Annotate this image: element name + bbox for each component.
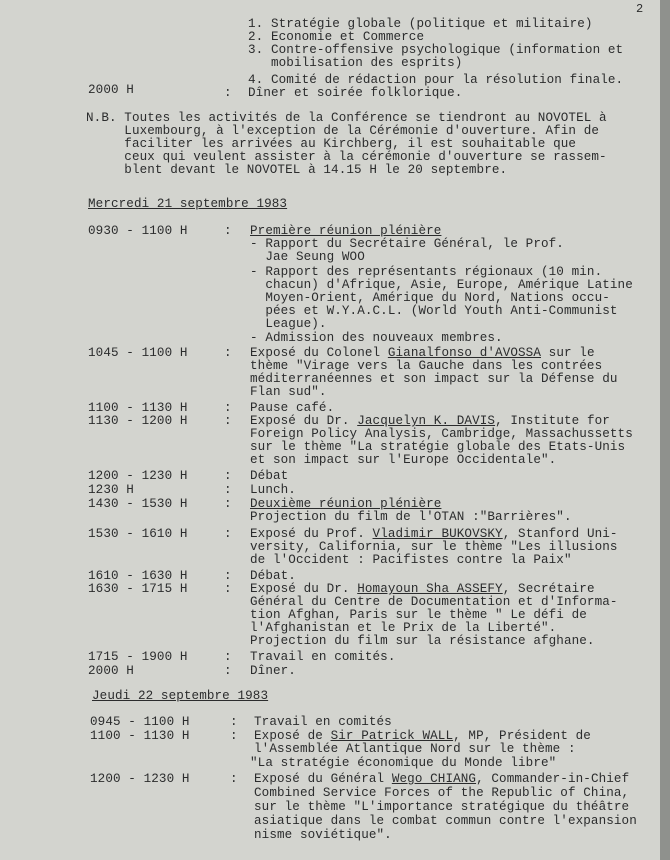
entry-text: sur le thème "L'importance stratégique du théâtre bbox=[254, 800, 630, 814]
entry-text: Flan sud". bbox=[250, 385, 327, 399]
entry-text: Jae Seung WOO bbox=[250, 250, 365, 264]
time-label: 1100 - 1130 H bbox=[88, 401, 188, 415]
separator: : bbox=[224, 582, 232, 596]
entry-text: - Rapport du Secrétaire Général, le Prof. bbox=[250, 237, 564, 251]
time-label: 1200 - 1230 H bbox=[88, 469, 188, 483]
time-label: 1200 - 1230 H bbox=[90, 772, 190, 786]
separator: : bbox=[224, 497, 232, 511]
separator: : bbox=[224, 527, 232, 541]
separator: : bbox=[224, 664, 232, 678]
time-label: 2000 H bbox=[88, 83, 134, 97]
separator: : bbox=[224, 401, 232, 415]
entry-text: Exposé du Dr. Jacquelyn K. DAVIS, Institute for bbox=[250, 414, 610, 428]
entry-text: asiatique dans le combat commun contre l'expansion bbox=[254, 814, 637, 828]
entry-text: Projection du film sur la résistance afghane. bbox=[250, 634, 595, 648]
entry-text: de l'Occident : Pacifistes contre la Paix" bbox=[250, 553, 572, 567]
time-label: 1610 - 1630 H bbox=[88, 569, 188, 583]
nb-line: Luxembourg, à l'exception de la Cérémonie d'ouverture. Afin de bbox=[86, 124, 600, 138]
separator: : bbox=[224, 414, 232, 428]
entry-text: Lunch. bbox=[250, 483, 296, 497]
entry-text: Exposé de Sir Patrick WALL, MP, Président de bbox=[254, 729, 591, 743]
time-label: 1715 - 1900 H bbox=[88, 650, 188, 664]
day-heading: Mercredi 21 septembre 1983 bbox=[88, 197, 288, 211]
list-item: 1. Stratégie globale (politique et militaire) bbox=[248, 17, 593, 31]
separator: : bbox=[230, 715, 238, 729]
session-title: Première réunion plénière bbox=[250, 224, 442, 238]
entry-text: nisme soviétique". bbox=[254, 828, 392, 842]
entry-text: Débat. bbox=[250, 569, 296, 583]
speaker-name: Gianalfonso d'AVOSSA bbox=[387, 346, 541, 360]
entry-text: méditerranéennes et son impact sur la Défense du bbox=[250, 372, 618, 386]
list-item: 3. Contre-offensive psychologique (information et bbox=[248, 43, 624, 57]
entry-text: Exposé du Prof. Vladimir BUKOVSKY, Stanford Uni- bbox=[250, 527, 618, 541]
session-title: Deuxième réunion plénière bbox=[250, 497, 442, 511]
entry-text: et son impact sur l'Europe Occidentale". bbox=[250, 453, 557, 467]
time-label: 2000 H bbox=[88, 664, 134, 678]
day-heading: Jeudi 22 septembre 1983 bbox=[92, 689, 269, 703]
entry-text: sur le thème "La stratégie globale des Etats-Unis bbox=[250, 440, 626, 454]
entry-text: Général du Centre de Documentation et d'Informa- bbox=[250, 595, 618, 609]
list-item: mobilisation des esprits) bbox=[248, 56, 463, 70]
list-item: 2. Economie et Commerce bbox=[248, 30, 425, 44]
entry-text: Foreign Policy Analysis, Cambridge, Massachussetts bbox=[250, 427, 633, 441]
nb-line: faciliter les arrivées au Kirchberg, il est souhaitable que bbox=[86, 137, 577, 151]
separator: : bbox=[230, 772, 238, 786]
speaker-name: Wego CHIANG bbox=[391, 772, 477, 786]
separator: : bbox=[224, 483, 232, 497]
page-number: 2 bbox=[636, 2, 644, 16]
time-label: 1100 - 1130 H bbox=[90, 729, 190, 743]
list-item: 4. Comité de rédaction pour la résolution finale. bbox=[248, 73, 624, 87]
entry-text: l'Assemblée Atlantique Nord sur le thème : bbox=[254, 742, 576, 756]
speaker-name: Homayoun Sha ASSEFY bbox=[357, 582, 503, 596]
separator: : bbox=[224, 224, 232, 238]
time-label: 1230 H bbox=[88, 483, 134, 497]
entry-text: - Admission des nouveaux membres. bbox=[250, 331, 503, 345]
entry-text: Débat bbox=[250, 469, 289, 483]
entry-text: versity, California, sur le thème "Les illusions bbox=[250, 540, 618, 554]
speaker-name: Jacquelyn K. DAVIS bbox=[357, 414, 496, 428]
entry-text: Exposé du Dr. Homayoun Sha ASSEFY, Secrétaire bbox=[250, 582, 595, 596]
separator: : bbox=[230, 729, 238, 743]
entry-text: l'Afghanistan et le Prix de la Liberté". bbox=[250, 621, 557, 635]
entry-text: Exposé du Général Wego CHIANG, Commander-in-Chief bbox=[254, 772, 630, 786]
entry-text: thème "Virage vers la Gauche dans les contrées bbox=[250, 359, 603, 373]
entry-text: Pause café. bbox=[250, 401, 335, 415]
nb-line: ceux qui veulent assister à la cérémonie d'ouverture se rassem- bbox=[86, 150, 607, 164]
entry-text: Exposé du Colonel Gianalfonso d'AVOSSA sur le bbox=[250, 346, 595, 360]
entry-text: Dîner et soirée folklorique. bbox=[248, 86, 463, 100]
entry-text: Travail en comités. bbox=[250, 650, 396, 664]
separator: : bbox=[224, 569, 232, 583]
time-label: 1130 - 1200 H bbox=[88, 414, 188, 428]
separator: : bbox=[224, 346, 232, 360]
separator: : bbox=[224, 86, 232, 100]
entry-text: "La stratégie économique du Monde libre" bbox=[250, 756, 557, 770]
entry-text: tion Afghan, Paris sur le thème " Le défi de bbox=[250, 608, 587, 622]
entry-text: Travail en comités bbox=[254, 715, 392, 729]
entry-text: League). bbox=[250, 317, 327, 331]
speaker-name: Sir Patrick WALL bbox=[330, 729, 454, 743]
nb-line: N.B. Toutes les activités de la Conférence se tiendront au NOVOTEL à bbox=[86, 111, 607, 125]
entry-text: Projection du film de l'OTAN :"Barrières". bbox=[250, 510, 572, 524]
time-label: 1530 - 1610 H bbox=[88, 527, 188, 541]
page-edge-shadow bbox=[660, 0, 670, 860]
entry-text: pées et W.Y.A.C.L. (World Youth Anti-Communist bbox=[250, 304, 618, 318]
entry-text: Moyen-Orient, Amérique du Nord, Nations occu- bbox=[250, 291, 610, 305]
separator: : bbox=[224, 469, 232, 483]
time-label: 1045 - 1100 H bbox=[88, 346, 188, 360]
time-label: 0930 - 1100 H bbox=[88, 224, 188, 238]
entry-text: - Rapport des représentants régionaux (10 min. bbox=[250, 265, 603, 279]
separator: : bbox=[224, 650, 232, 664]
entry-text: Combined Service Forces of the Republic of China, bbox=[254, 786, 630, 800]
time-label: 0945 - 1100 H bbox=[90, 715, 190, 729]
time-label: 1630 - 1715 H bbox=[88, 582, 188, 596]
entry-text: chacun) d'Afrique, Asie, Europe, Amérique Latine bbox=[250, 278, 633, 292]
entry-text: Dîner. bbox=[250, 664, 296, 678]
time-label: 1430 - 1530 H bbox=[88, 497, 188, 511]
nb-line: blent devant le NOVOTEL à 14.15 H le 20 septembre. bbox=[86, 163, 508, 177]
speaker-name: Vladimir BUKOVSKY bbox=[372, 527, 503, 541]
